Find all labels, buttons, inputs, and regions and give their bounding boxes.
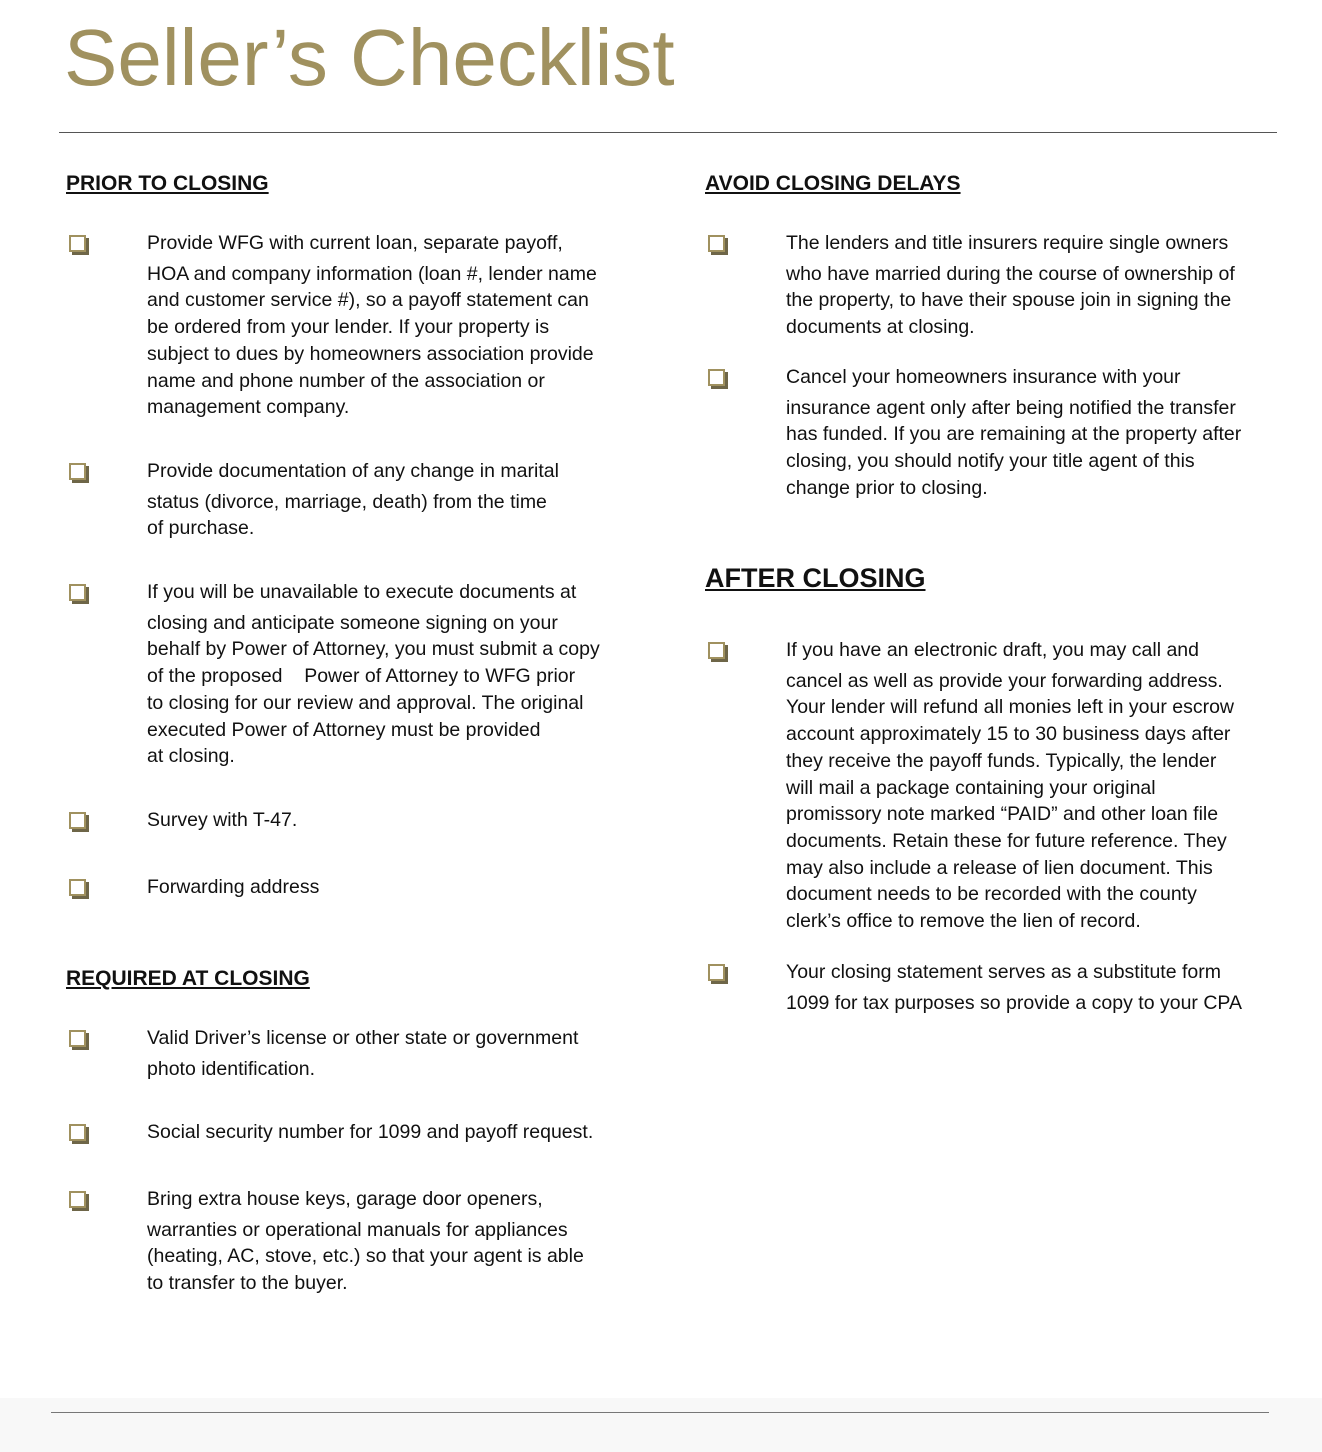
item-text (786, 230, 1285, 341)
item-text-line: they receive the payoff funds. Typically, the lender (786, 749, 1217, 772)
item-text-line: Bring extra house keys, garage door openers, (147, 1188, 543, 1210)
title-divider (59, 132, 1277, 133)
item-text-line: Valid Driver’s license or other state or government (147, 1027, 579, 1049)
item-text-line: to closing for our review and approval. The original (147, 691, 584, 714)
item-text-line: status (divorce, marriage, death) from the time (147, 490, 547, 513)
checkbox[interactable] (69, 1124, 86, 1141)
checkbox[interactable] (69, 812, 86, 829)
item-text-line: documents. Retain these for future reference. They (786, 829, 1227, 852)
checkbox[interactable] (708, 369, 725, 386)
item-text-line: who have married during the course of ownership of (786, 262, 1235, 285)
item-text-line: The lenders and title insurers require single owners (786, 232, 1229, 254)
item-text-line: of the proposed Power of Attorney to WFG prior (147, 665, 576, 688)
item-text-line: Provide WFG with current loan, separate payoff, (147, 232, 563, 254)
item-text (147, 230, 636, 421)
item-text (786, 959, 1285, 1016)
item-text-line: Survey with T-47. (147, 809, 298, 831)
item-text-line: If you will be unavailable to execute documents at (147, 581, 577, 603)
page-title: Seller’s Checklist (64, 13, 675, 102)
checkbox[interactable] (69, 463, 86, 480)
item-text-line: behalf by Power of Attorney, you must submit a copy (147, 638, 600, 661)
item-text-line: and customer service #), so a payoff statement can (147, 289, 589, 312)
item-text-line: of purchase. (147, 517, 255, 540)
item-text-line: documents at closing. (786, 316, 975, 339)
item-text-line: name and phone number of the association or (147, 369, 545, 392)
checkbox[interactable] (69, 584, 86, 601)
item-text-line: account approximately 15 to 30 business days after (786, 723, 1231, 746)
section-heading-prior-to-closing: PRIOR TO CLOSING (66, 172, 269, 195)
item-text-line: If you have an electronic draft, you may call and (786, 639, 1199, 661)
checkbox[interactable] (69, 1191, 86, 1208)
checkbox[interactable] (69, 879, 86, 896)
item-text-line: document needs to be recorded with the county (786, 883, 1197, 906)
item-text-line: has funded. If you are remaining at the property after (786, 423, 1242, 446)
item-text-line: Forwarding address (147, 876, 320, 898)
page-footer (0, 1398, 1322, 1452)
item-text (147, 874, 636, 905)
section-heading-avoid-closing-delays: AVOID CLOSING DELAYS (705, 172, 961, 195)
item-text-line: HOA and company information (loan #, lender name (147, 262, 597, 285)
item-text-line: promissory note marked “PAID” and other loan file (786, 803, 1219, 826)
footer-divider (51, 1412, 1269, 1413)
checkbox[interactable] (708, 642, 725, 659)
section-heading-required-at-closing: REQUIRED AT CLOSING (66, 967, 310, 990)
item-text (147, 579, 636, 770)
item-text-line: Your closing statement serves as a substitute form (786, 961, 1221, 983)
item-text (147, 1025, 636, 1082)
item-text-line: Provide documentation of any change in marital (147, 460, 559, 482)
item-text (147, 458, 636, 542)
item-text-line: Cancel your homeowners insurance with your (786, 366, 1181, 388)
item-text-line: to transfer to the buyer. (147, 1272, 348, 1295)
item-text-line: may also include a release of lien document. This (786, 856, 1213, 879)
item-text (147, 1186, 636, 1297)
item-text-line: management company. (147, 396, 350, 419)
item-text-line: Your lender will refund all monies left in your escrow (786, 696, 1234, 719)
item-text-line: be ordered from your lender. If your property is (147, 316, 550, 339)
item-text-line: insurance agent only after being notified the transfer (786, 396, 1236, 419)
checkbox[interactable] (69, 235, 86, 252)
item-text-line: subject to dues by homeowners association provide (147, 342, 594, 365)
item-text-line: (heating, AC, stove, etc.) so that your agent is able (147, 1245, 584, 1268)
item-text-line: cancel as well as provide your forwarding address. (786, 669, 1223, 692)
item-text-line: photo identification. (147, 1057, 316, 1080)
item-text-line: warranties or operational manuals for appliances (147, 1218, 568, 1241)
section-heading-after-closing: AFTER CLOSING (705, 563, 926, 593)
checkbox[interactable] (69, 1030, 86, 1047)
item-text-line: closing and anticipate someone signing on your (147, 611, 558, 634)
item-text-line: clerk’s office to remove the lien of record. (786, 910, 1141, 933)
item-text-line: the property, to have their spouse join in signing the (786, 289, 1232, 312)
item-text (786, 637, 1285, 935)
item-text-line: closing, you should notify your title agent of this (786, 450, 1195, 473)
item-text (786, 364, 1285, 502)
item-text (147, 807, 636, 838)
item-text-line: Social security number for 1099 and payoff request. (147, 1121, 594, 1143)
item-text-line: 1099 for tax purposes so provide a copy to your CPA (786, 991, 1242, 1014)
checkbox[interactable] (708, 235, 725, 252)
item-text-line: at closing. (147, 745, 235, 768)
item-text-line: will mail a package containing your original (786, 776, 1156, 799)
item-text-line: change prior to closing. (786, 476, 988, 499)
checkbox[interactable] (708, 964, 725, 981)
item-text (147, 1119, 636, 1150)
item-text-line: executed Power of Attorney must be provided (147, 718, 541, 741)
